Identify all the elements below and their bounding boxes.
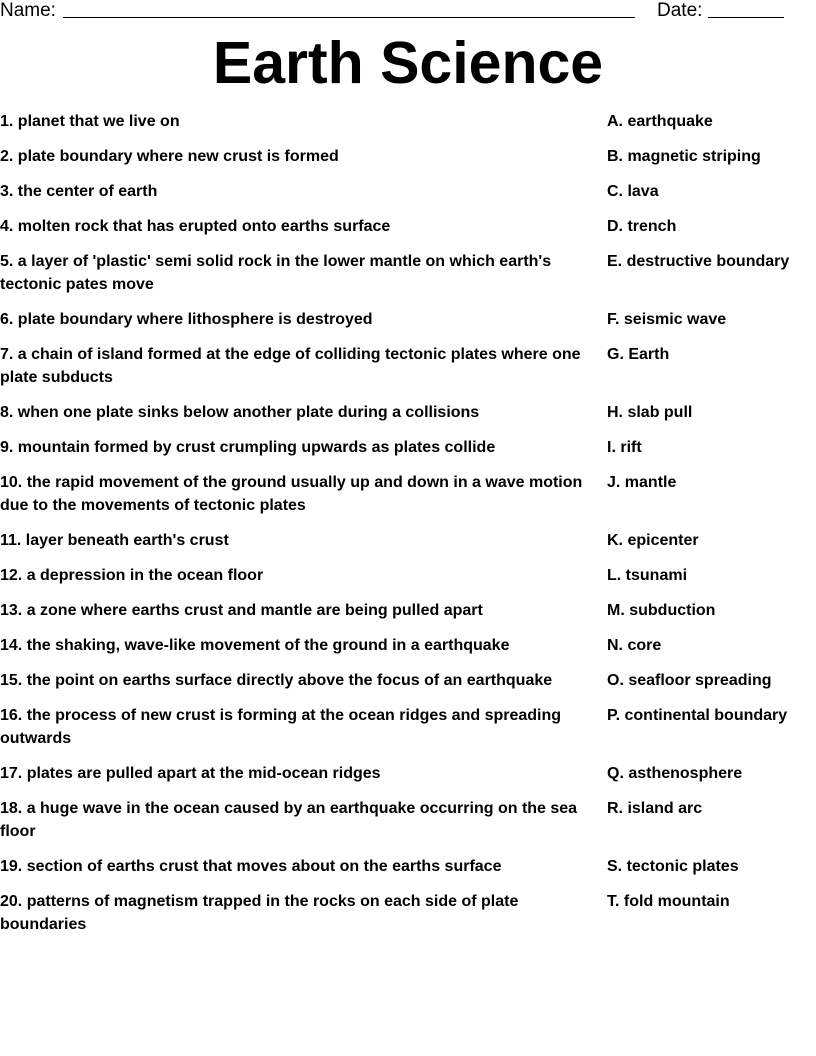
question-item: 6. plate boundary where lithosphere is destroyed [0, 311, 373, 328]
answer-item: C. lava [607, 183, 659, 200]
date-blank-line [708, 17, 784, 18]
matching-row [0, 343, 816, 389]
answer-item: N. core [607, 637, 662, 654]
answer-item: G. Earth [607, 346, 670, 363]
answer-item: A. earthquake [607, 113, 713, 130]
question-item: 16. the process of new crust is forming at the ocean ridges and spreading outwards [0, 707, 562, 747]
question-item: 2. plate boundary where new crust is formed [0, 148, 339, 165]
question-item: 9. mountain formed by crust crumpling upwards as plates collide [0, 439, 496, 456]
question-item: 10. the rapid movement of the ground usually up and down in a wave motion due to the movements of tectonic plates [0, 474, 583, 514]
matching-row [0, 762, 816, 785]
answer-item: K. epicenter [607, 532, 699, 549]
question-item: 1. planet that we live on [0, 113, 180, 130]
matching-row [0, 634, 816, 657]
answer-item: Q. asthenosphere [607, 765, 743, 782]
question-item: 12. a depression in the ocean floor [0, 567, 264, 584]
name-label: Name: [0, 0, 56, 21]
answer-item: I. rift [607, 439, 642, 456]
question-item: 4. molten rock that has erupted onto earths surface [0, 218, 391, 235]
worksheet-header [0, 0, 816, 24]
matching-row [0, 436, 816, 459]
question-item: 19. section of earths crust that moves about on the earths surface [0, 858, 502, 875]
answer-item: T. fold mountain [607, 893, 730, 910]
answer-item: L. tsunami [607, 567, 688, 584]
question-item: 14. the shaking, wave-like movement of the ground in a earthquake [0, 637, 510, 654]
matching-row [0, 564, 816, 587]
answer-item: E. destructive boundary [607, 253, 790, 270]
matching-row [0, 855, 816, 878]
matching-row [0, 529, 816, 552]
matching-row [0, 797, 816, 843]
date-label: Date: [657, 0, 703, 21]
matching-row [0, 704, 816, 750]
question-item: 20. patterns of magnetism trapped in the rocks on each side of plate boundaries [0, 893, 519, 933]
question-item: 7. a chain of island formed at the edge of colliding tectonic plates where one plate subducts [0, 346, 581, 386]
question-item: 13. a zone where earths crust and mantle are being pulled apart [0, 602, 483, 619]
matching-row [0, 308, 816, 331]
question-item: 11. layer beneath earth's crust [0, 532, 229, 549]
question-item: 3. the center of earth [0, 183, 158, 200]
answer-item: F. seismic wave [607, 311, 727, 328]
answer-item: D. trench [607, 218, 677, 235]
matching-row [0, 890, 816, 936]
question-item: 15. the point on earths surface directly above the focus of an earthquake [0, 672, 553, 689]
answer-item: O. seafloor spreading [607, 672, 772, 689]
answer-item: H. slab pull [607, 404, 693, 421]
question-item: 18. a huge wave in the ocean caused by an earthquake occurring on the sea floor [0, 800, 578, 840]
matching-row [0, 110, 816, 133]
answer-item: B. magnetic striping [607, 148, 761, 165]
answer-item: M. subduction [607, 602, 716, 619]
question-item: 8. when one plate sinks below another plate during a collisions [0, 404, 480, 421]
answer-item: R. island arc [607, 800, 703, 817]
answer-item: J. mantle [607, 474, 677, 491]
matching-row [0, 250, 816, 296]
matching-row [0, 599, 816, 622]
matching-row [0, 401, 816, 424]
question-item: 5. a layer of 'plastic' semi solid rock in the lower mantle on which earth's tectonic pates move [0, 253, 552, 293]
name-blank-line [63, 17, 635, 18]
page-title: Earth Science [212, 30, 604, 96]
matching-row [0, 215, 816, 238]
matching-row [0, 180, 816, 203]
answer-item: P. continental boundary [607, 707, 788, 724]
matching-row [0, 145, 816, 168]
question-item: 17. plates are pulled apart at the mid-ocean ridges [0, 765, 381, 782]
matching-row [0, 669, 816, 692]
matching-row [0, 471, 816, 517]
answer-item: S. tectonic plates [607, 858, 739, 875]
matching-list [0, 110, 816, 948]
